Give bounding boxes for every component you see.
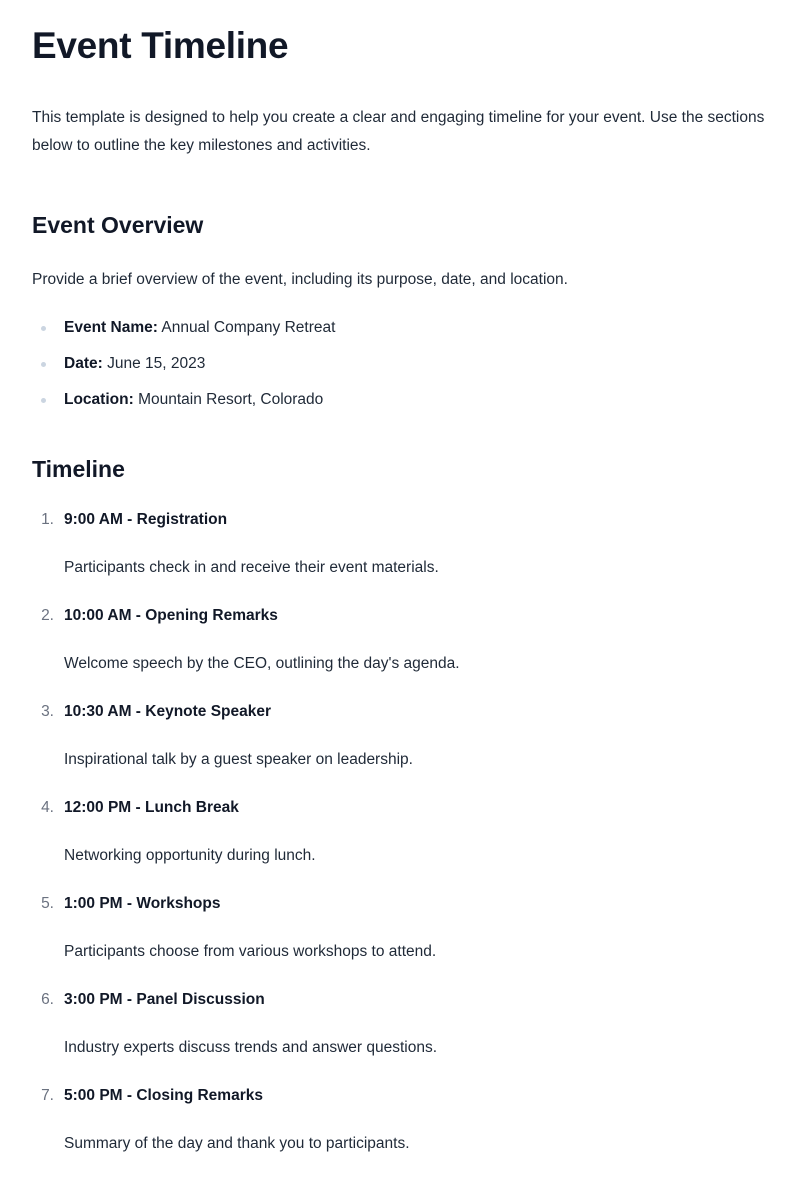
overview-heading: Event Overview: [32, 212, 204, 238]
item-number: 2.: [41, 607, 54, 624]
item-number: 6.: [41, 991, 54, 1008]
timeline-item: [32, 1084, 768, 1156]
item-title: 1:00 PM - Workshops: [64, 895, 221, 912]
item-title: 12:00 PM - Lunch Break: [64, 799, 239, 816]
detail-label: Location:: [64, 391, 134, 408]
timeline-item: [32, 508, 768, 580]
timeline-item: [32, 892, 768, 964]
timeline-item: [32, 604, 768, 676]
item-description: Participants check in and receive their event materials.: [64, 559, 439, 576]
item-number: 3.: [41, 703, 54, 720]
item-title: 3:00 PM - Panel Discussion: [64, 991, 265, 1008]
timeline-item: [32, 988, 768, 1060]
item-title: 5:00 PM - Closing Remarks: [64, 1087, 263, 1104]
item-number: 1.: [41, 511, 54, 528]
detail-label: Date:: [64, 355, 103, 372]
item-description: Welcome speech by the CEO, outlining the day's agenda.: [64, 655, 460, 672]
page-title: Event Timeline: [32, 25, 289, 66]
detail-value: June 15, 2023: [107, 355, 206, 372]
timeline-list: [32, 508, 768, 1156]
timeline-item: [32, 700, 768, 772]
item-description: Inspirational talk by a guest speaker on leadership.: [64, 751, 413, 768]
detail-item-event-name: [32, 316, 768, 340]
bullet-icon: [41, 398, 46, 403]
item-description: Summary of the day and thank you to participants.: [64, 1135, 410, 1152]
overview-details-list: [32, 316, 768, 412]
item-title: 10:30 AM - Keynote Speaker: [64, 703, 272, 720]
detail-label: Event Name:: [64, 319, 158, 336]
detail-item-date: [32, 352, 768, 376]
detail-value: Mountain Resort, Colorado: [138, 391, 324, 408]
item-title: 9:00 AM - Registration: [64, 511, 228, 528]
item-number: 5.: [41, 895, 54, 912]
item-number: 7.: [41, 1087, 54, 1104]
timeline-item: [32, 796, 768, 868]
detail-value: Annual Company Retreat: [161, 319, 336, 336]
item-description: Networking opportunity during lunch.: [64, 847, 316, 864]
timeline-heading: Timeline: [32, 456, 125, 482]
detail-item-location: [32, 388, 768, 412]
intro-paragraph: This template is designed to help you create a clear and engaging timeline for your event. Use the sections below to outline the key milestones and activities.: [32, 109, 765, 154]
item-number: 4.: [41, 799, 54, 816]
overview-description: Provide a brief overview of the event, including its purpose, date, and location.: [32, 271, 568, 288]
item-description: Participants choose from various workshops to attend.: [64, 943, 437, 960]
item-description: Industry experts discuss trends and answer questions.: [64, 1039, 438, 1056]
bullet-icon: [41, 362, 46, 367]
item-title: 10:00 AM - Opening Remarks: [64, 607, 278, 624]
bullet-icon: [41, 326, 46, 331]
